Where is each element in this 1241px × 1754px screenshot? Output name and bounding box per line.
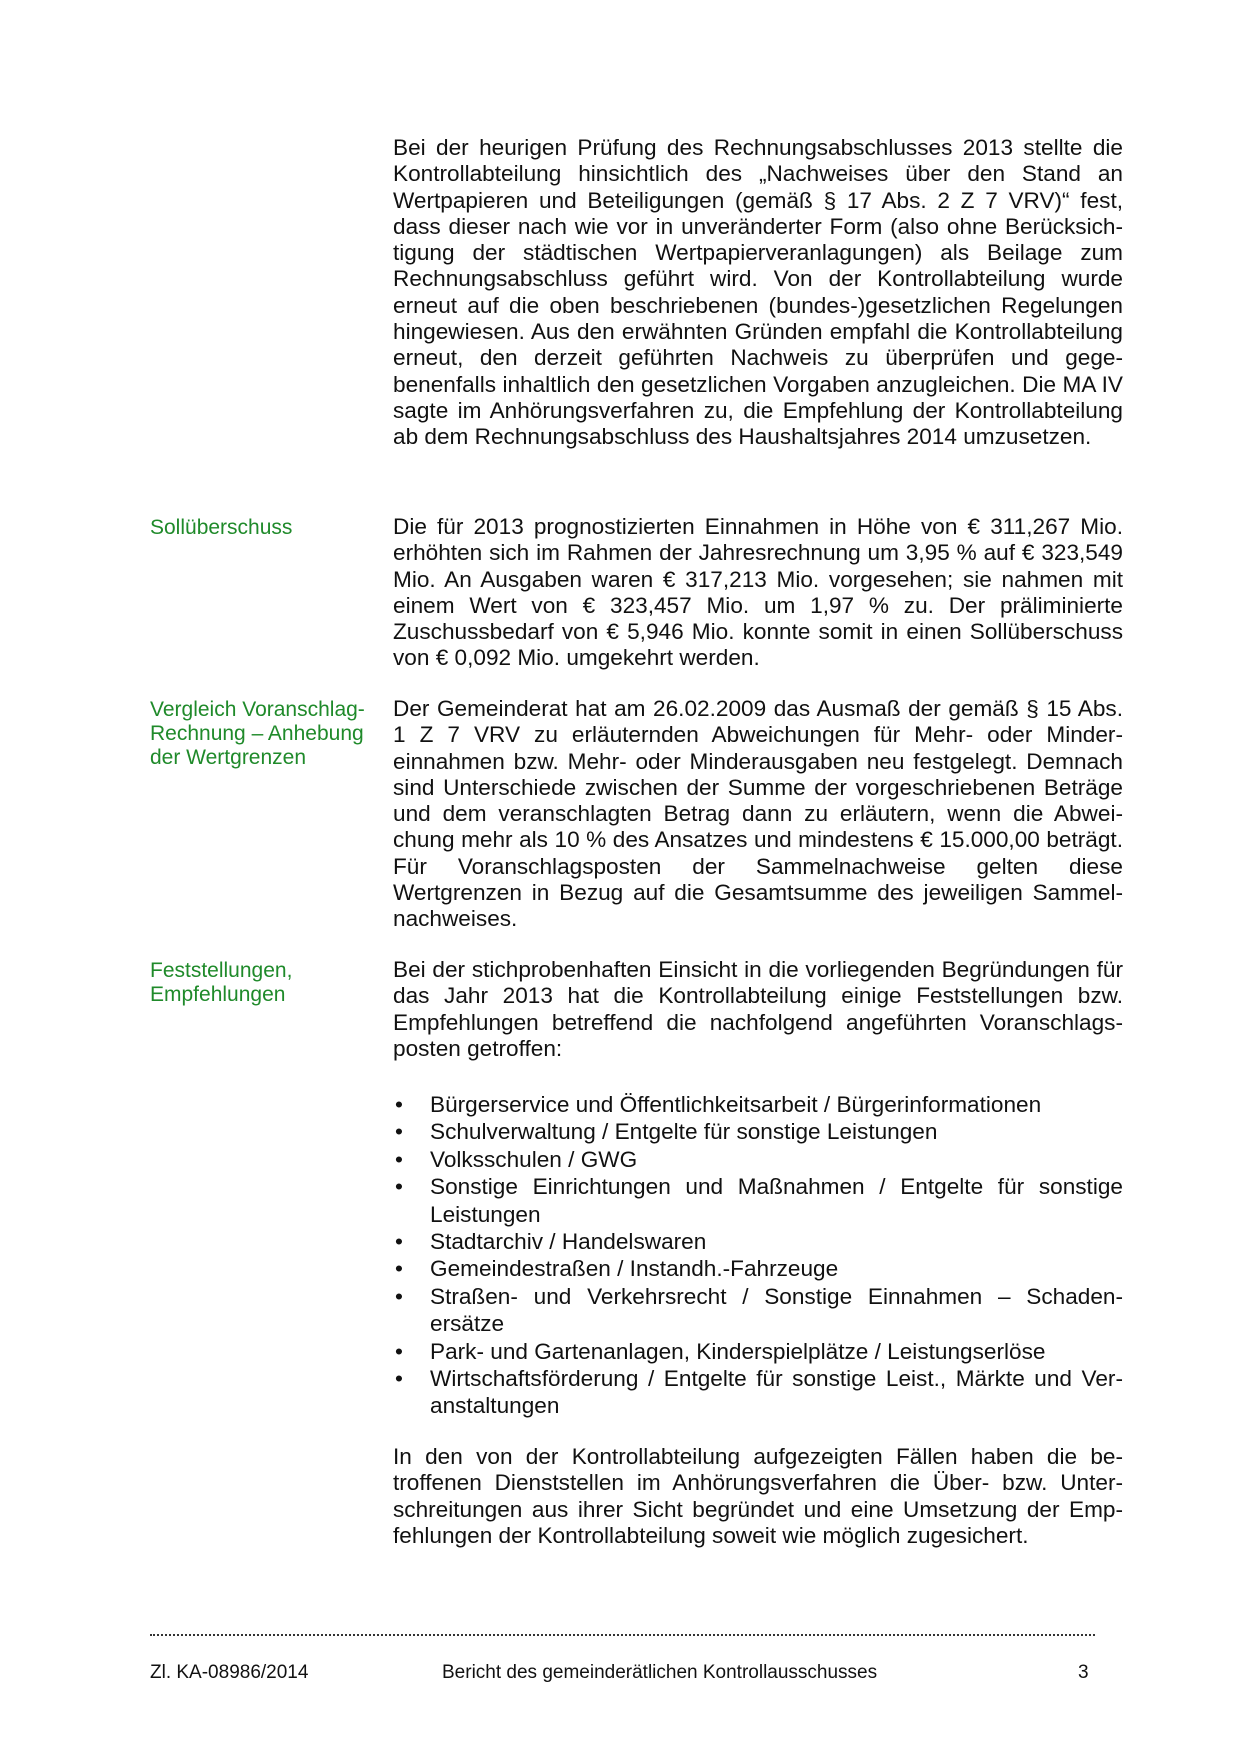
voranschlagsposten-list xyxy=(393,1091,1123,1420)
side-label-line: Rechnung – Anhebung xyxy=(150,722,364,745)
bullet-icon: • xyxy=(395,1174,403,1200)
bullet-icon: • xyxy=(395,1146,403,1172)
paragraph-intro: Bei der heurigen Prüfung des Rechnungsabschlusses 2013 stellte die Kontrollabteilung hinsichtlich des „Nachweises über den Stand an Wertpapieren und Beteiligungen (gemäß § 17 Abs. 2 Z 7 VRV)“ fest, dass dieser nach wie vor in unveränderter Form (also ohne Berücksichtigung der städtischen Wertpapierveranlagungen) als Beilage zum Rechnungsabschluss geführt wird. Von der Kontrollabteilung wurde erneut auf die oben beschriebenen (bundes-)gesetzlichen Regelungen hingewiesen. Aus den erwähnten Gründen empfahl die Kontrollabteilung erneut, den derzeit geführten Nachweis zu überprüfen und gegebenenfalls inhaltlich den gesetzlichen Vorgaben anzugleichen. Die MA IV sagte im Anhörungsverfahren zu, die Empfehlung der Kontrollabteilung ab dem Rechnungsabschluss des Haushaltsjahres 2014 umzusetzen. xyxy=(393,135,1123,450)
list-item-text: Straßen- und Verkehrsrecht / Sonstige Einnahmen – Schadenersätze xyxy=(430,1283,1123,1337)
side-label-feststellungen xyxy=(150,959,380,1007)
list-item xyxy=(393,1255,1123,1282)
side-label-line: Empfehlungen xyxy=(150,983,286,1006)
bullet-icon: • xyxy=(395,1256,403,1282)
list-item-text: Sonstige Einrichtungen und Maßnahmen / Entgelte für sonstige Leistungen xyxy=(430,1174,1123,1227)
side-label-line: der Wertgrenzen xyxy=(150,746,307,769)
side-label-line: Feststellungen, xyxy=(150,959,293,982)
list-item xyxy=(393,1173,1123,1228)
paragraph-closing: In den von der Kontrollabteilung aufgezeigten Fällen haben die betroffenen Dienststellen im Anhörungsverfahren die Über- bzw. Unterschreitungen aus ihrer Sicht begründet und eine Umsetzung der Empfehlungen der Kontrollabteilung soweit wie möglich zugesichert. xyxy=(393,1444,1123,1548)
bullet-icon: • xyxy=(395,1229,403,1255)
bullet-icon: • xyxy=(395,1119,403,1145)
side-label-vergleich xyxy=(150,698,380,770)
side-label-line: Sollüberschuss xyxy=(150,516,293,539)
paragraph-feststellungen: Bei der stichprobenhaften Einsicht in die vorliegenden Begründungen für das Jahr 2013 hat die Kontrollabteilung einige Feststellungen bzw. Empfehlungen betreffend die nachfolgend angeführten Voranschlagsposten getroffen: xyxy=(393,957,1123,1061)
bullet-icon: • xyxy=(395,1366,403,1392)
footer-reference: Zl. KA-08986/2014 xyxy=(150,1662,309,1683)
bullet-icon: • xyxy=(395,1338,403,1364)
list-item xyxy=(393,1365,1123,1420)
list-item-text: Wirtschaftsförderung / Entgelte für sonstige Leist., Märkte und Veranstaltungen xyxy=(430,1366,1123,1419)
list-item xyxy=(393,1338,1123,1365)
bullet-icon: • xyxy=(395,1283,403,1309)
list-item xyxy=(393,1091,1123,1118)
list-item-text: Gemeindestraßen / Instandh.-Fahrzeuge xyxy=(430,1256,839,1282)
list-item-text: Volksschulen / GWG xyxy=(430,1146,638,1172)
list-item xyxy=(393,1118,1123,1145)
side-label-line: Vergleich Voranschlag- xyxy=(150,698,365,721)
paragraph-vergleich: Der Gemeinderat hat am 26.02.2009 das Ausmaß der gemäß § 15 Abs. 1 Z 7 VRV zu erläuternden Abweichungen für Mehr- oder Mindereinnahmen bzw. Mehr- oder Minderausgaben neu festgelegt. Demnach sind Unterschiede zwischen der Summe der vorgeschriebenen Beträge und dem veranschlagten Betrag dann zu erläutern, wenn die Abweichung mehr als 10 % des Ansatzes und mindestens € 15.000,00 beträgt. Für Voranschlagsposten der Sammelnachweise gelten diese Wertgrenzen in Bezug auf die Gesamtsumme des jeweiligen Sammelnachweises. xyxy=(393,696,1123,932)
list-item xyxy=(393,1283,1123,1338)
list-item-text: Schulverwaltung / Entgelte für sonstige Leistungen xyxy=(430,1119,938,1145)
list-item xyxy=(393,1146,1123,1173)
list-item xyxy=(393,1228,1123,1255)
side-label-sollueberschuss xyxy=(150,516,380,540)
footer-divider xyxy=(150,1634,1095,1636)
footer-page-number: 3 xyxy=(1078,1662,1089,1683)
list-item-text: Bürgerservice und Öffentlichkeitsarbeit / Bürgerinformationen xyxy=(430,1092,1042,1117)
list-item-text: Stadtarchiv / Handelswaren xyxy=(430,1229,707,1255)
footer-title: Bericht des gemeinderätlichen Kontrollausschusses xyxy=(442,1662,878,1683)
list-item-text: Park- und Gartenanlagen, Kinderspielplätze / Leistungserlöse xyxy=(430,1338,1046,1364)
bullet-icon: • xyxy=(395,1092,403,1117)
paragraph-sollueberschuss: Die für 2013 prognostizierten Einnahmen in Höhe von € 311,267 Mio. erhöhten sich im Rahmen der Jahresrechnung um 3,95 % auf € 323,549 Mio. An Ausgaben waren € 317,213 Mio. vorgesehen; sie nahmen mit einem Wert von € 323,457 Mio. um 1,97 % zu. Der präliminierte Zuschussbedarf von € 5,946 Mio. konnte somit in einen Sollüberschuss von € 0,092 Mio. umgekehrt werden. xyxy=(393,514,1123,671)
